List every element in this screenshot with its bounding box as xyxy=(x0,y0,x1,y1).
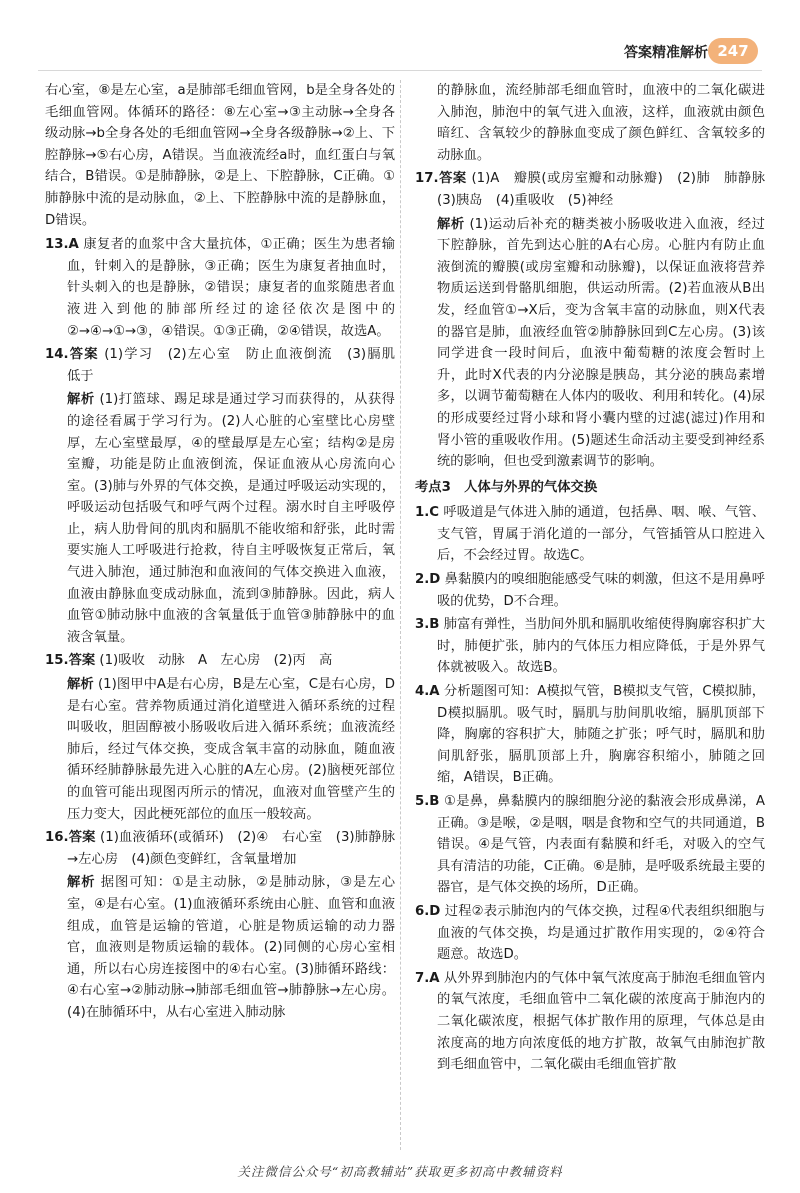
header-divider xyxy=(38,70,762,71)
answer-15 xyxy=(45,650,395,672)
r7-number: 7.A xyxy=(415,970,440,986)
r4-text: 分析题图可知：A模拟气管，B模拟支气管，C模拟肺，D模拟膈肌。吸气时，膈肌与肋间肌收缩，膈肌顶部下降，胸廓的容积扩大，肺随之扩张；呼气时，膈肌和肋间肌舒张，膈肌顶部上升，胸廓容积缩小，肺随之回缩，A错误，B正确。 xyxy=(437,684,765,786)
r5-number: 5.B xyxy=(415,794,440,809)
page-header xyxy=(0,0,800,70)
r5-text: ①是鼻，鼻黏膜内的腺细胞分泌的黏液会形成鼻涕，A正确。③是喉，②是咽，咽是食物和空气的共同通道，B错误。④是气管，内表面有黏膜和纤毛，对吸入的空气具有清洁的功能，C正确。⑥是肺，是呼吸系统最主要的器官，是气体交换的场所，D正确。 xyxy=(437,794,765,896)
q17-explanation-text: (1)运动后补充的糖类被小肠吸收进入血液，经过下腔静脉，首先到达心脏的A右心房。心脏内有防止血液倒流的瓣膜(或房室瓣和动脉瓣)，以保证血液将营养物质运送到骨骼肌细胞，供运动所需。(2)若血液从B出发，经血管①→X后，变为含氧丰富的动脉血，则X代表的器官是肺，血液经血管②肺静脉回到C左心房。(3)该同学进食一段时间后，血液中葡萄糖的浓度会暂时上升，此时X代表的内分泌腺是胰岛，其分泌的胰岛素增多，以调节葡萄糖在人体内的吸收、利用和转化。(4)尿的形成要经过肾小球和肾小囊内壁的过滤(滤过)作用和肾小管的重吸收作用。(5)题述生命活动主要受到神经系统的影响，但也受到激素调节的影响。 xyxy=(437,216,765,470)
answer-4 xyxy=(415,681,765,789)
footer-note: 关注微信公众号“初高教辅站”获取更多初高中教辅资料 xyxy=(237,1164,563,1179)
r3-number: 3.B xyxy=(415,617,440,633)
q17-number: 17. xyxy=(415,171,439,187)
left-column xyxy=(45,80,409,1026)
q15-explanation-label: 解析 xyxy=(67,677,94,693)
r7-text: 从外界到肺泡内的气体中氧气浓度高于肺泡毛细血管内的氧气浓度，毛细血管中二氧化碳的浓度高于肺泡内的二氧化碳浓度，根据气体扩散作用的原理，气体总是由浓度高的地方向浓度低的地方扩散，故氧气由肺泡扩散到毛细血管中，二氧化碳由毛细血管扩散 xyxy=(437,970,765,1073)
answer-6 xyxy=(415,901,765,966)
q15-explanation-text: (1)图甲中A是右心房，B是左心室，C是右心房，D是右心室。营养物质通过消化道壁进入循环系统的过程叫吸收，胆固醇被小肠吸收后进入循环系统；血液流经肺后，经过气体交换，变成含氧丰富的动脉血，随血液循环经肺静脉最先进入心脏的A左心房。(2)脑梗死部位的血管可能出现图丙所示的情况，血液对血管壁产生的压力变大，因此梗死部位的血压一般较高。 xyxy=(67,677,396,822)
section-heading: 考点3 人体与外界的气体交换 xyxy=(415,479,598,495)
q14-explanation-label: 解析 xyxy=(67,392,95,408)
answer-13 xyxy=(45,234,395,342)
q16-answer-label: 答案 xyxy=(68,830,96,846)
q16-answer: (1)血液循环(或循环) (2)④ 右心室 (3)肺静脉→左心房 (4)颜色变鲜红，含氧量增加 xyxy=(67,830,395,867)
q14-answer: (1)学习 (2)左心室 防止血液倒流 (3)膈肌 低于 xyxy=(67,347,409,384)
intro-paragraph: 右心室，⑧是左心室，a是肺部毛细血管网，b是全身各处的毛细血管网。体循环的路径：⑧左心室→③主动脉→全身各级动脉→b全身各处的毛细血管网→全身各级静脉→②上、下腔静脉→⑤右心房，A错误。当血液流经a时，血红蛋白与氧结合，B错误。①是肺静脉，②是上、下腔静脉，C正确。①肺静脉中流的是动脉血，②上、下腔静脉中流的是静脉血，D错误。 xyxy=(45,83,395,228)
r2-number: 2.D xyxy=(415,572,441,588)
answer-5 xyxy=(415,791,765,899)
answer-17 xyxy=(415,168,779,211)
column-divider xyxy=(400,80,401,1150)
r3-text: 肺富有弹性，当肋间外肌和膈肌收缩使得胸廓容积扩大时，肺便扩张，肺内的气体压力相应降低，于是外界气体就被吸入。故选B。 xyxy=(437,617,766,676)
q17-answer-label: 答案 xyxy=(438,171,467,187)
q15-explanation xyxy=(45,674,395,825)
q13-number: 13.A xyxy=(45,237,79,253)
q15-answer-label: 答案 xyxy=(68,653,96,669)
q16-explanation xyxy=(45,872,395,1023)
q16-explanation-text: 据图可知：①是主动脉，②是肺动脉，③是左心室，④是右心室。(1)血液循环系统由心脏、血管和血液组成，血管是运输的管道，心脏是物质运输的动力器官，血液则是物质运输的载体。(2)同侧的心房心室相通，所以右心房连接图中的④右心室。(3)肺循环路线：④右心室→②肺动脉→肺部毛细血管→肺静脉→左心房。(4)在肺循环中，从右心室进入肺动脉 xyxy=(67,875,395,1020)
q17-explanation xyxy=(415,214,765,473)
answer-7 xyxy=(415,968,765,1076)
q17-answer: (1)A 瓣膜(或房室瓣和动脉瓣) (2)肺 肺静脉 (3)胰岛 (4)重吸收 (5)神经 xyxy=(437,171,779,208)
q15-number: 15. xyxy=(45,653,69,669)
page-number-badge: 247 xyxy=(708,38,758,64)
continued-paragraph: 的静脉血，流经肺部毛细血管时，血液中的二氧化碳进入肺泡，肺泡中的氧气进入血液，这样，血液就由颜色暗红、含氧较少的静脉血变成了颜色鲜红、含氧较多的动脉血。 xyxy=(437,83,765,163)
q16-number: 16. xyxy=(45,830,69,846)
answer-14 xyxy=(45,344,409,387)
answer-2 xyxy=(415,569,765,612)
answer-16 xyxy=(45,827,395,870)
q14-explanation xyxy=(45,389,395,648)
r6-number: 6.D xyxy=(415,903,441,919)
q14-number: 14. xyxy=(45,347,69,363)
q13-text: 康复者的血浆中含大量抗体，①正确；医生为患者输血，针刺入的是静脉，③正确；医生为康复者抽血时，针头刺入的也是静脉，②错误；康复者的血浆随患者血液进入到他的肺部所经过的途径依次是图中的②→④→①→③，④错误。①③正确，②④错误，故选A。 xyxy=(67,237,396,339)
header-title: 答案精准解析 xyxy=(624,45,708,61)
right-column xyxy=(415,80,779,1078)
q15-answer: (1)吸收 动脉 A 左心房 (2)丙 高 xyxy=(99,653,333,669)
answer-1 xyxy=(415,502,765,567)
r1-number: 1.C xyxy=(415,505,440,521)
answer-3 xyxy=(415,614,765,679)
r2-text: 鼻黏膜内的嗅细胞能感受气味的刺激，但这不是用鼻呼吸的优势，D不合理。 xyxy=(437,572,765,609)
q14-answer-label: 答案 xyxy=(68,347,99,363)
r4-number: 4.A xyxy=(415,684,440,700)
q14-explanation-text: (1)打篮球、踢足球是通过学习而获得的，从获得的途径看属于学习行为。(2)人心脏的心室壁比心房壁厚，左心室壁最厚，④的壁最厚是左心室；结构②是房室瓣，功能是防止血液倒流，保证血液从心房流向心室。(3)肺与外界的气体交换，是通过呼吸运动实现的，呼吸运动包括吸气和呼气两个过程。溺水时自主呼吸停止，病人肋骨间的肌肉和膈肌不能收缩和舒张，此时需要实施人工呼吸进行抢救，待自主呼吸恢复正常后，氧气进入肺泡，通过肺泡和血液间的气体交换进入血液，血液由静脉血变成动脉血，流到③肺静脉。因此，病人血管①肺动脉中血液的含氧量低于血管③肺静脉中的血液含氧量。 xyxy=(67,392,395,645)
q17-explanation-label: 解析 xyxy=(437,216,465,232)
r6-text: 过程②表示肺泡内的气体交换，过程④代表组织细胞与血液的气体交换，均是通过扩散作用实现的，②④符合题意。故选D。 xyxy=(437,903,765,963)
r1-text: 呼吸道是气体进入肺的通道，包括鼻、咽、喉、气管、支气管，胃属于消化道的一部分，气管插管从口腔进入后，不会经过胃。故选C。 xyxy=(437,505,766,564)
q16-explanation-label: 解析 xyxy=(67,875,96,891)
